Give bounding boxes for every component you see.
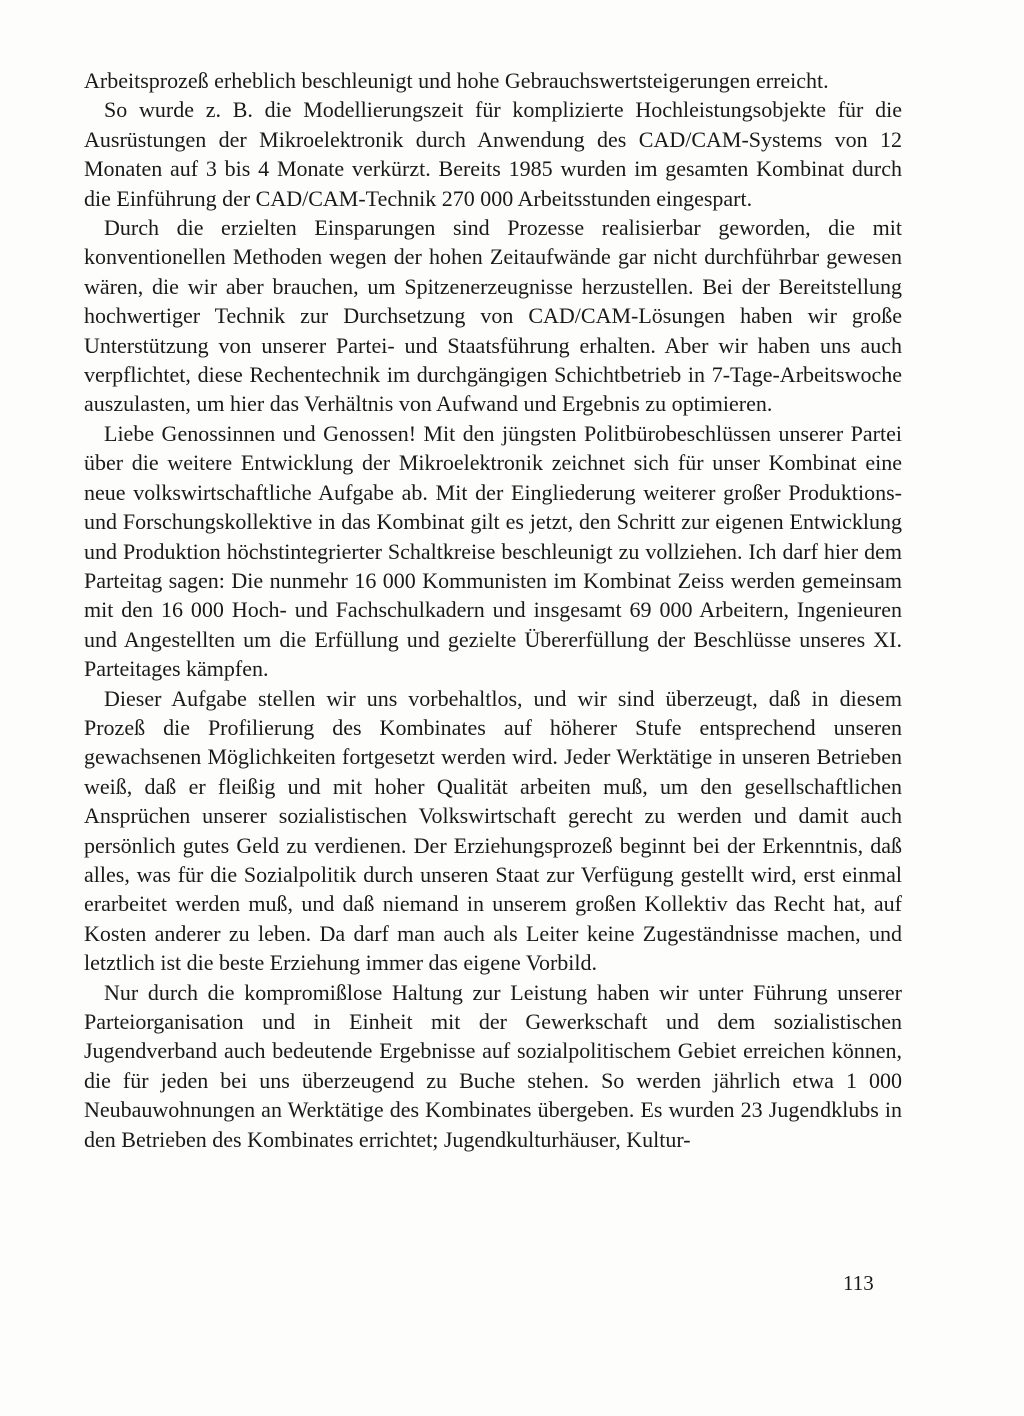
paragraph: Liebe Genossinnen und Genossen! Mit den jüngsten Politbürobeschlüssen unserer Partei über die weitere Entwicklung der Mikroelektronik zeichnet sich für unser Kombinat eine neue volkswirtschaftliche Aufgabe ab. Mit der Eingliederung weiterer großer Produktions- und Forschungskollektive in das Kombinat gilt es jetzt, den Schritt zur eigenen Entwicklung und Produktion höchstintegrierter Schaltkreise beschleunigt zu vollziehen. Ich darf hier dem Parteitag sagen: Die nunmehr 16 000 Kommunisten im Kombinat Zeiss werden gemeinsam mit den 16 000 Hoch- und Fachschulkadern und insgesamt 69 000 Arbeitern, Ingenieuren und Angestellten um die Erfüllung und gezielte Übererfüllung der Beschlüsse unseres XI. Parteitages kämpfen. bbox=[84, 420, 902, 682]
paragraph: Nur durch die kompromißlose Haltung zur Leistung haben wir unter Führung unserer Parteiorganisation und in Einheit mit der Gewerkschaft und dem sozialistischen Jugendverband auch bedeutende Ergebnisse auf sozialpolitischem Gebiet erreichen können, die für jeden bei uns überzeugend zu Buche stehen. So werden jährlich etwa 1 000 Neubauwohnungen an Werktätige des Kombinates übergeben. Es wurden 23 Jugendklubs in den Betrieben des Kombinates errichtet; Jugendkulturhäuser, Kultur- bbox=[84, 979, 902, 1152]
page-number: 113 bbox=[843, 1271, 874, 1295]
paragraph: So wurde z. B. die Modellierungszeit für komplizierte Hochleistungsobjekte für die Ausrüstungen der Mikroelektronik durch Anwendung des CAD/CAM-Systems von 12 Monaten auf 3 bis 4 Monate verkürzt. Bereits 1985 wurden im gesamten Kombinat durch die Einführung der CAD/CAM-Technik 270 000 Arbeitsstunden eingespart. bbox=[84, 97, 902, 211]
paragraph-continuation: Arbeitsprozeß erheblich beschleunigt und hohe Gebrauchswertsteigerungen erreicht. bbox=[84, 68, 829, 93]
paragraph: Dieser Aufgabe stellen wir uns vorbehaltlos, und wir sind überzeugt, daß in diesem Prozeß die Profilierung des Kombinates auf höherer Stufe entsprechend unseren gewachsenen Möglichkeiten fortgesetzt werden wird. Jeder Werktätige in unseren Betrieben weiß, daß er fleißig und mit hoher Qualität arbeiten muß, um den gesellschaftlichen Ansprüchen unserer sozialistischen Volkswirtschaft gerecht zu werden und damit auch persönlich gutes Geld zu verdienen. Der Erziehungsprozeß beginnt bei der Erkenntnis, daß alles, was für die Sozialpolitik durch unseren Staat zur Verfügung gestellt wird, erst einmal erarbeitet werden muß, und daß niemand in unserem großen Kollektiv das Recht hat, auf Kosten anderer zu leben. Da darf man auch als Leiter keine Zugeständnisse machen, und letztlich ist die beste Erziehung immer das eigene Vorbild. bbox=[84, 685, 902, 976]
body-text bbox=[84, 66, 902, 1154]
paragraph: Durch die erzielten Einsparungen sind Prozesse realisierbar geworden, die mit konventionellen Methoden wegen der hohen Zeitaufwände gar nicht durchführbar gewesen wären, die wir aber brauchen, um Spitzenerzeugnisse herzustellen. Bei der Bereitstellung hochwertiger Technik zur Durchsetzung von CAD/CAM-Lösungen haben wir große Unterstützung von unserer Partei- und Staatsführung erhalten. Aber wir haben uns auch verpflichtet, diese Rechentechnik im durchgängigen Schichtbetrieb in 7-Tage-Arbeitswoche auszulasten, um hier das Verhältnis von Aufwand und Ergebnis zu optimieren. bbox=[84, 215, 902, 417]
